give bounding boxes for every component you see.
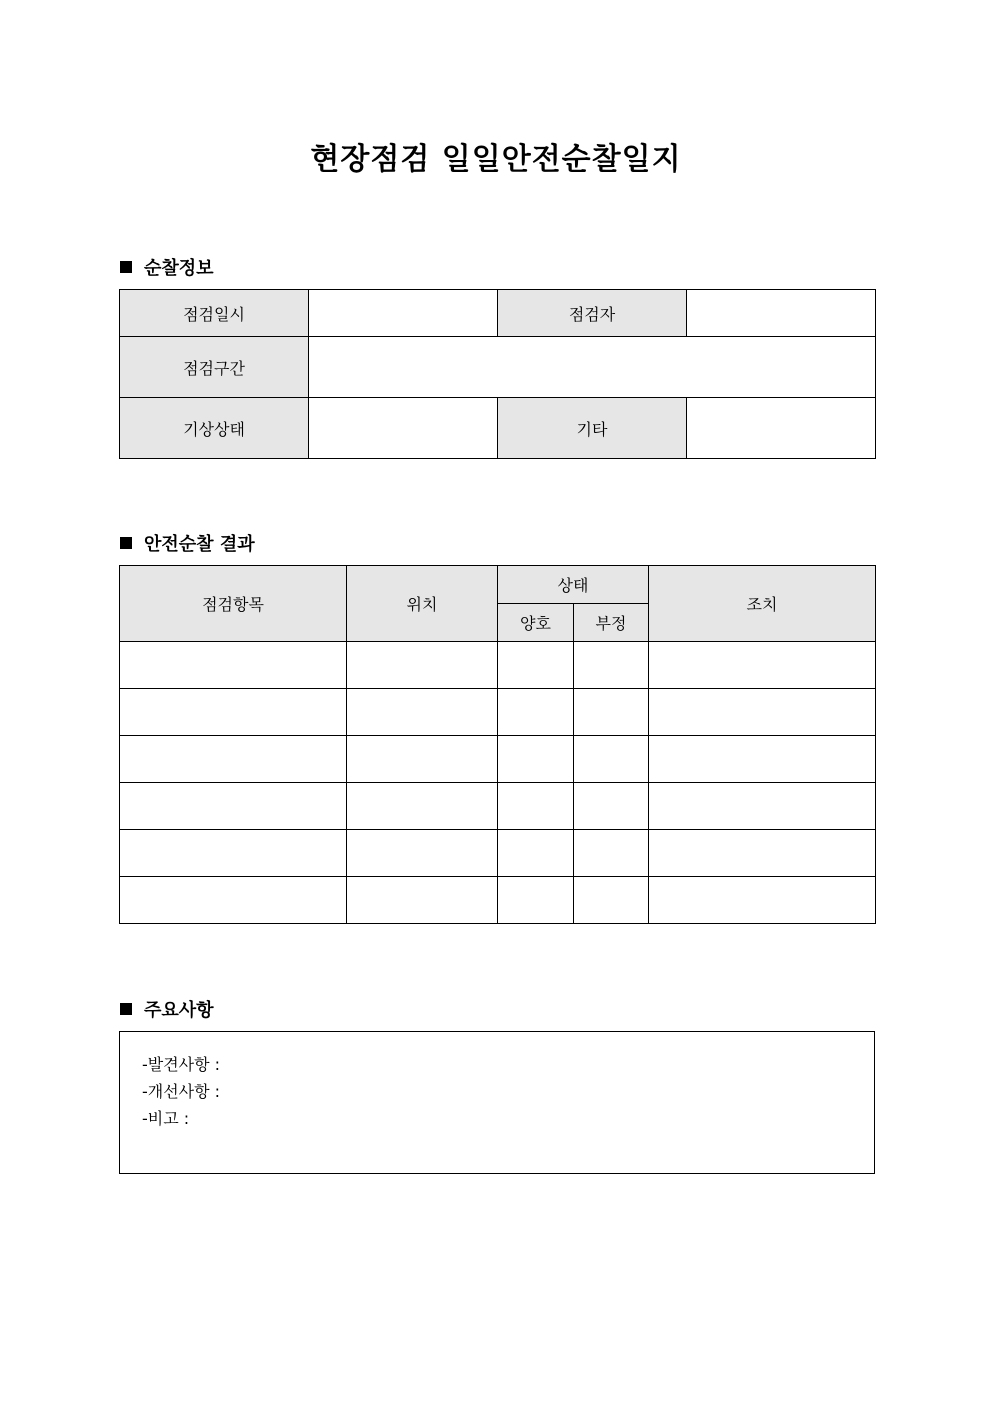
cell-good[interactable] [498,736,574,783]
cell-bad[interactable] [574,689,649,736]
page-title: 현장점검 일일안전순찰일지 [310,142,682,177]
cell-location[interactable] [347,689,498,736]
square-bullet-icon [120,537,132,549]
square-bullet-icon [120,261,132,273]
section-heading-label: 순찰정보 [144,258,214,279]
table-row [120,783,876,830]
header-status-bad: 부정 [574,604,649,642]
field-inspection-section[interactable] [309,337,876,398]
section-heading-label: 주요사항 [144,1000,214,1021]
header-status: 상태 [498,566,649,604]
cell-action[interactable] [649,783,876,830]
table-row [120,290,876,337]
field-other[interactable] [687,398,876,459]
cell-item[interactable] [120,783,347,830]
cell-bad[interactable] [574,783,649,830]
cell-good[interactable] [498,642,574,689]
table-row [120,689,876,736]
cell-item[interactable] [120,689,347,736]
label-inspection-date: 점검일시 [120,290,309,337]
cell-bad[interactable] [574,877,649,924]
note-improvements: -개선사항 : [142,1082,221,1101]
note-findings: -발견사항 : [142,1055,221,1074]
cell-location[interactable] [347,783,498,830]
cell-location[interactable] [347,642,498,689]
table-header-row [120,566,876,604]
table-row [120,736,876,783]
field-weather[interactable] [309,398,498,459]
cell-action[interactable] [649,689,876,736]
table-row [120,337,876,398]
section-heading-patrol-result [120,530,255,556]
note-remarks: -비고 : [142,1109,190,1128]
cell-item[interactable] [120,736,347,783]
cell-bad[interactable] [574,642,649,689]
table-row [120,877,876,924]
table-row [120,642,876,689]
label-inspector: 점검자 [498,290,687,337]
key-notes-box[interactable] [119,1031,875,1174]
cell-location[interactable] [347,877,498,924]
section-heading-patrol-info [120,254,214,280]
cell-bad[interactable] [574,830,649,877]
header-action: 조치 [649,566,876,642]
patrol-result-table [119,565,876,924]
cell-action[interactable] [649,642,876,689]
header-location: 위치 [347,566,498,642]
cell-good[interactable] [498,783,574,830]
cell-item[interactable] [120,642,347,689]
cell-action[interactable] [649,830,876,877]
header-status-good: 양호 [498,604,574,642]
cell-item[interactable] [120,877,347,924]
cell-item[interactable] [120,830,347,877]
field-inspector[interactable] [687,290,876,337]
label-inspection-section: 점검구간 [120,337,309,398]
square-bullet-icon [120,1003,132,1015]
cell-good[interactable] [498,689,574,736]
field-inspection-date[interactable] [309,290,498,337]
section-heading-label: 안전순찰 결과 [144,534,255,555]
section-heading-key-notes [120,996,214,1022]
cell-location[interactable] [347,736,498,783]
table-row [120,830,876,877]
patrol-info-table [119,289,876,459]
cell-location[interactable] [347,830,498,877]
cell-good[interactable] [498,830,574,877]
cell-good[interactable] [498,877,574,924]
label-other: 기타 [498,398,687,459]
cell-action[interactable] [649,877,876,924]
cell-action[interactable] [649,736,876,783]
table-row [120,398,876,459]
label-weather: 기상상태 [120,398,309,459]
header-inspection-item: 점검항목 [120,566,347,642]
cell-bad[interactable] [574,736,649,783]
